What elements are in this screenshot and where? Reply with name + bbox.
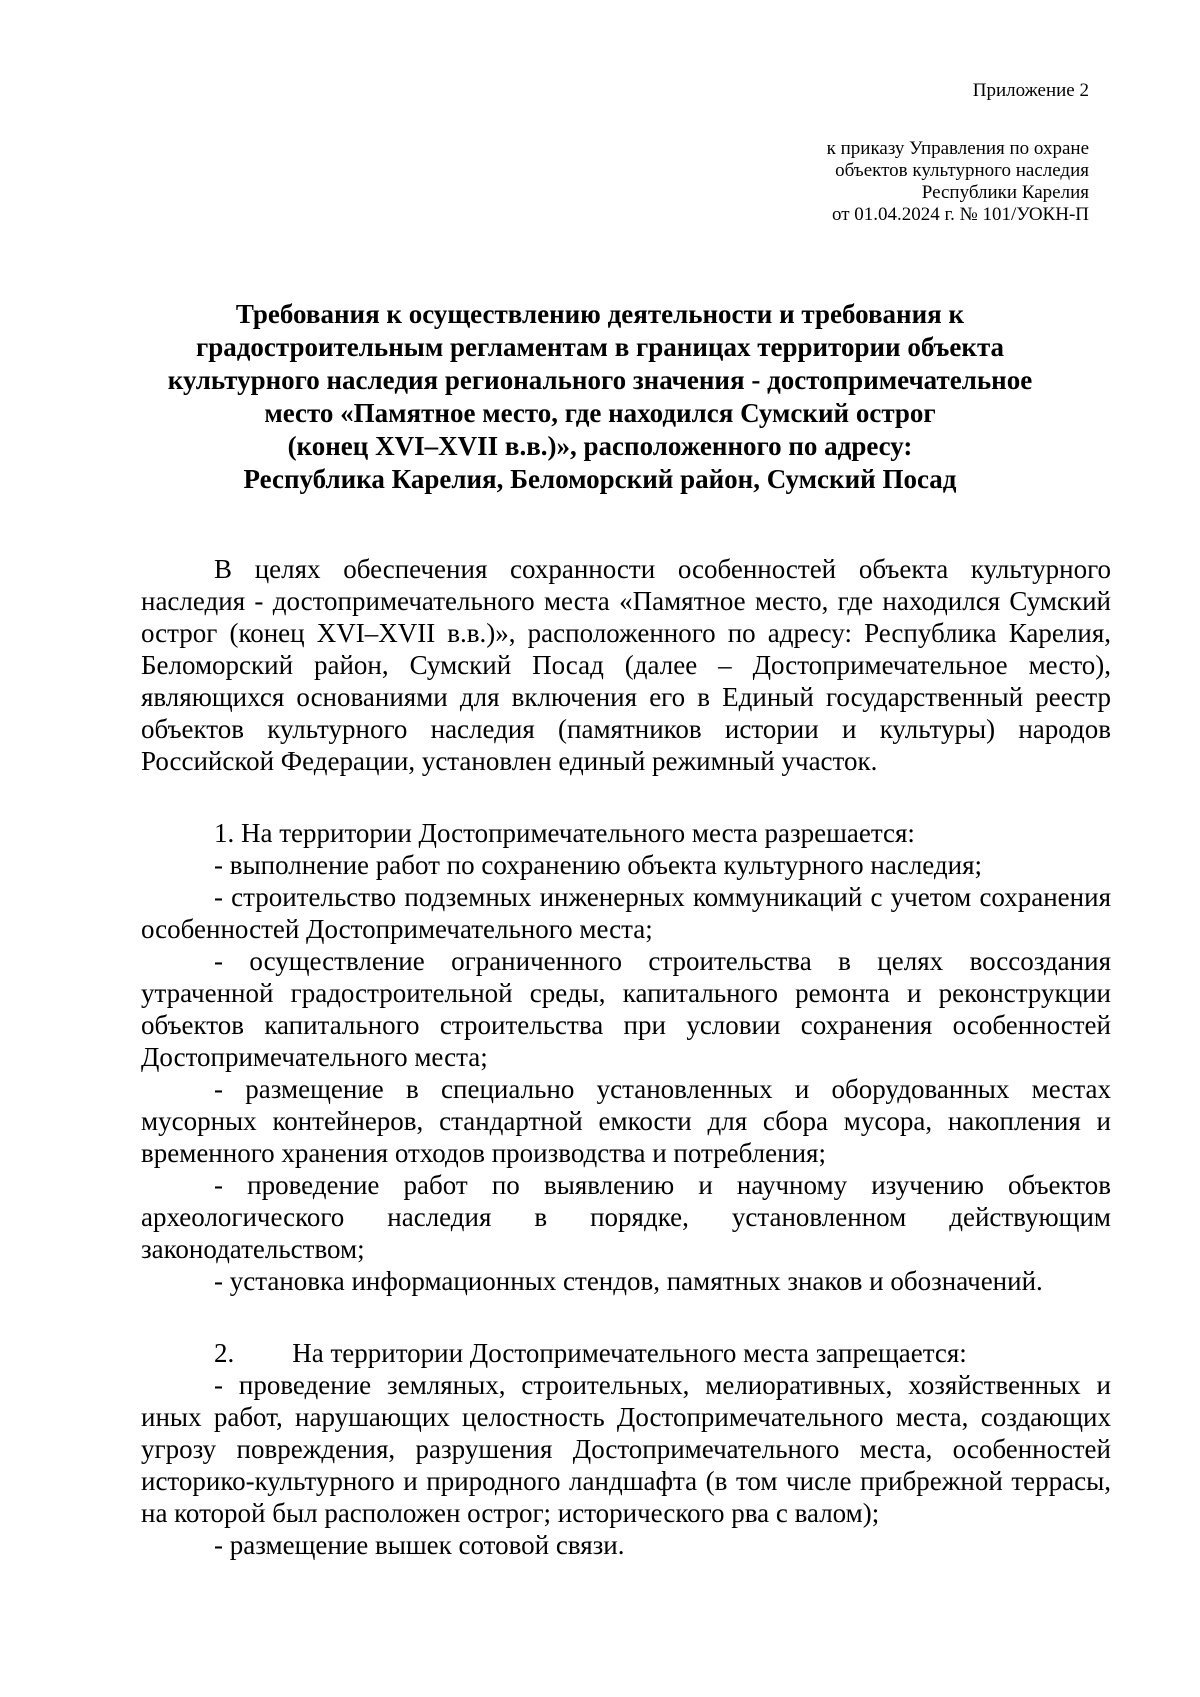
section-2-number: 2. [214, 1338, 235, 1368]
appendix-order-date: от 01.04.2024 г. № 101/УОКН-П [831, 204, 1089, 225]
allowed-item: - выполнение работ по сохранению объекта культурного наследия; [214, 850, 983, 880]
title-line: место «Памятное место, где находился Сумский острог [264, 398, 936, 428]
appendix-spacer [669, 102, 1089, 138]
section-1-allowed [141, 817, 1111, 1297]
appendix-order-line: объектов культурного наследия [835, 160, 1089, 181]
prohibited-item: - размещение вышек сотовой связи. [214, 1530, 625, 1560]
section-2-prohibited [141, 1337, 1111, 1561]
allowed-item: - строительство подземных инженерных коммуникаций с учетом сохранения особенностей Достопримечательного места; [141, 882, 1111, 944]
allowed-item: - проведение работ по выявлению и научному изучению объектов археологического наследия в порядке, установленном действующим законодательством; [141, 1170, 1111, 1264]
document-title [140, 298, 1060, 496]
appendix-order-line: к приказу Управления по охране [826, 138, 1089, 159]
prohibited-item: - проведение земляных, строительных, мелиоративных, хозяйственных и иных работ, нарушающих целостность Достопримечательного места, создающих угрозу повреждения, разрушения Достопримечательного места, особенностей историко-культурного и природного ландшафта (в том числе прибрежной террасы, на которой был расположен острог; исторического рва с валом); [141, 1370, 1111, 1528]
allowed-item: - размещение в специально установленных и оборудованных местах мусорных контейнеров, стандартной емкости для сбора мусора, накопления и временного хранения отходов производства и потребления; [141, 1074, 1111, 1168]
appendix-label: Приложение 2 [972, 80, 1089, 101]
intro-block [141, 553, 1111, 777]
section-2-heading-text: На территории Достопримечательного места запрещается: [292, 1338, 967, 1368]
title-line: Республика Карелия, Беломорский район, Сумский Посад [243, 464, 957, 494]
allowed-item: - установка информационных стендов, памятных знаков и обозначений. [214, 1266, 1043, 1296]
section-1-heading: 1. На территории Достопримечательного места разрешается: [214, 818, 915, 848]
appendix-order-line: Республики Карелия [921, 182, 1089, 203]
section-2-heading [141, 1337, 1111, 1369]
appendix-header [669, 80, 1089, 226]
title-line: градостроительным регламентам в границах территории объекта [195, 332, 1005, 362]
title-line: культурного наследия регионального значения - достопримечательное [167, 365, 1033, 395]
allowed-item: - осуществление ограниченного строительства в целях воссоздания утраченной градостроительной среды, капитального ремонта и реконструкции объектов капитального строительства при условии сохранения особенностей Достопримечательного места; [141, 946, 1111, 1072]
intro-paragraph: В целях обеспечения сохранности особенностей объекта культурного наследия - достопримечательного места «Памятное место, где находился Сумский острог (конец XVI–XVII в.в.)», расположенного по адресу: Республика Карелия, Беломорский район, Сумский Посад (далее – Достопримечательное место), являющихся основаниями для включения его в Единый государственный реестр объектов культурного наследия (памятников истории и культуры) народов Российской Федерации, установлен единый режимный участок. [141, 554, 1111, 776]
title-line: (конец XVI–XVII в.в.)», расположенного по адресу: [287, 431, 913, 461]
title-line: Требования к осуществлению деятельности и требования к [235, 299, 965, 329]
